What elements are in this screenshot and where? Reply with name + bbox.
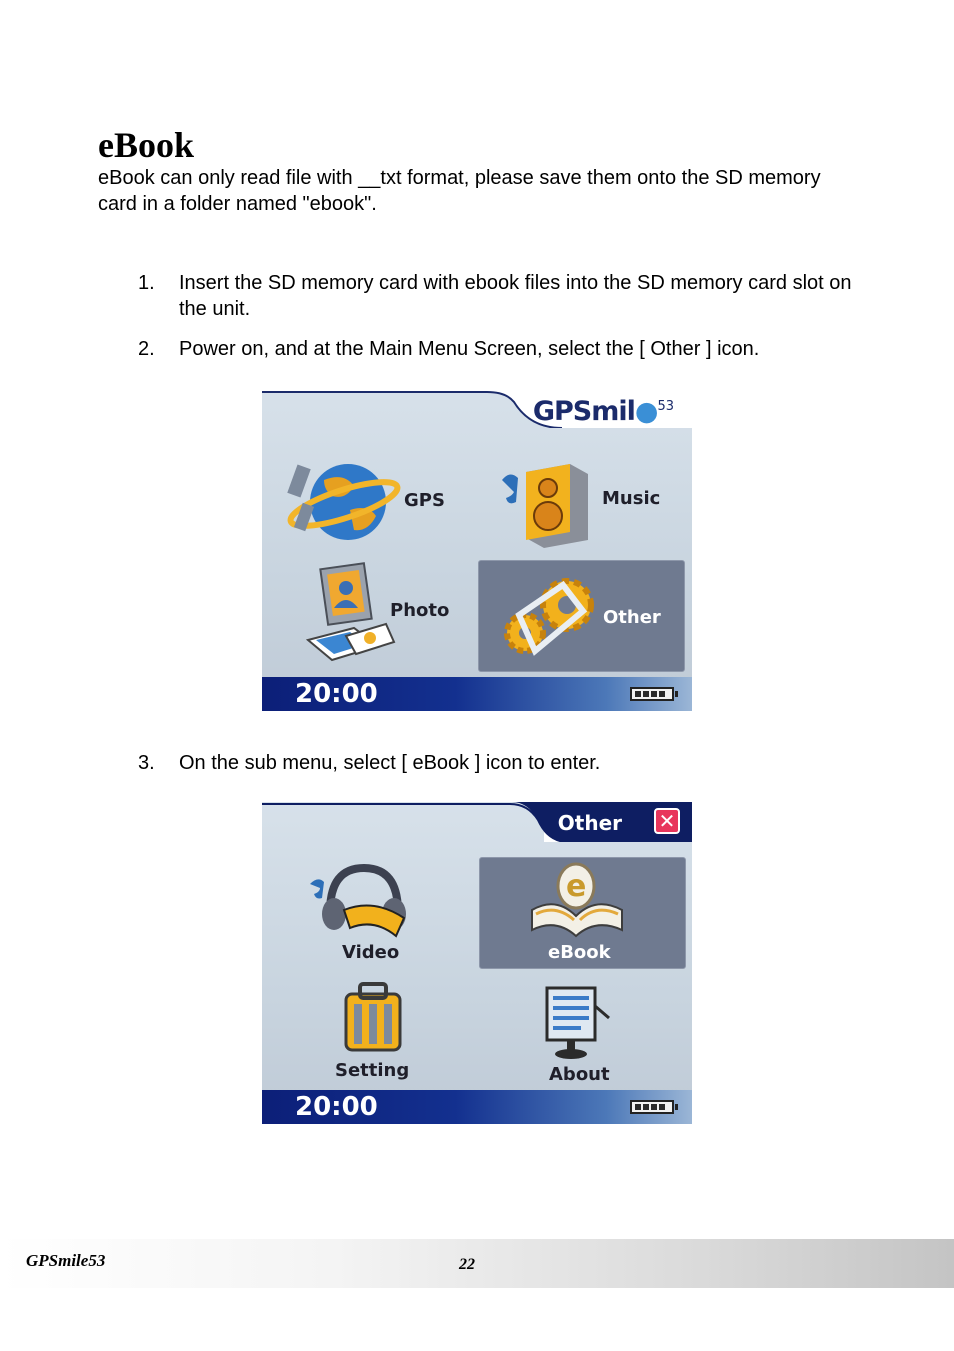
page-title: eBook xyxy=(98,125,195,165)
brand-logo: GPSmil●$^{53}$ xyxy=(532,396,674,427)
step-2 xyxy=(138,336,858,362)
tile-label: Other xyxy=(603,607,661,628)
step-text: On the sub menu, select [ eBook ] icon to enter. xyxy=(179,752,601,774)
globe-satellite-icon xyxy=(284,452,404,552)
step-text: Insert the SD memory card with ebook files into the SD memory card slot on the unit. xyxy=(179,272,852,320)
step-text: Power on, and at the Main Menu Screen, select the [ Other ] icon. xyxy=(179,338,760,360)
tile-label: Music xyxy=(602,488,661,509)
clock: 20:00 xyxy=(295,679,378,709)
tile-label: Setting xyxy=(335,1060,410,1081)
step-number: 1. xyxy=(138,272,155,294)
step-1 xyxy=(138,270,858,322)
submenu-title: Other xyxy=(557,811,622,835)
menu-tile-about[interactable] xyxy=(479,976,684,1086)
page-footer xyxy=(0,1239,954,1288)
headphones-film-icon xyxy=(304,858,414,940)
step-number: 2. xyxy=(138,338,155,360)
status-bar xyxy=(262,1090,692,1124)
menu-tile-setting[interactable] xyxy=(272,976,477,1086)
monitor-icon xyxy=(537,978,617,1062)
tile-label: Photo xyxy=(390,600,450,621)
menu-tile-music[interactable] xyxy=(478,446,683,556)
status-bar xyxy=(262,677,692,711)
menu-tile-other[interactable] xyxy=(478,560,685,672)
step-3 xyxy=(138,750,858,776)
menu-tile-gps[interactable] xyxy=(272,446,477,556)
footer-brand: GPSmile53 xyxy=(26,1251,106,1270)
gears-icon xyxy=(499,571,599,661)
open-book-icon xyxy=(526,860,626,942)
menu-tile-photo[interactable] xyxy=(272,560,477,670)
tile-label: eBook xyxy=(548,942,611,963)
battery-icon xyxy=(630,1100,674,1114)
photo-frame-icon xyxy=(306,562,396,668)
step-number: 3. xyxy=(138,752,155,774)
main-menu-screenshot xyxy=(262,388,692,711)
close-button[interactable]: ✕ xyxy=(654,808,680,834)
menu-tile-ebook[interactable] xyxy=(479,857,686,969)
speaker-icon xyxy=(492,452,602,552)
battery-icon xyxy=(630,687,674,701)
menu-tile-video[interactable] xyxy=(272,858,477,968)
clock: 20:00 xyxy=(295,1092,378,1122)
svg-text:e: e xyxy=(566,869,587,904)
intro-paragraph: eBook can only read file with __txt format, please save them onto the SD memory card in a folder named "ebook". xyxy=(98,167,821,215)
toolbox-icon xyxy=(338,978,408,1058)
page-number: 22 xyxy=(459,1256,475,1273)
sub-menu-screenshot xyxy=(262,802,692,1124)
tile-label: About xyxy=(549,1064,610,1085)
tile-label: Video xyxy=(342,942,400,963)
top-bar-decoration xyxy=(262,802,692,842)
tile-label: GPS xyxy=(404,490,445,511)
